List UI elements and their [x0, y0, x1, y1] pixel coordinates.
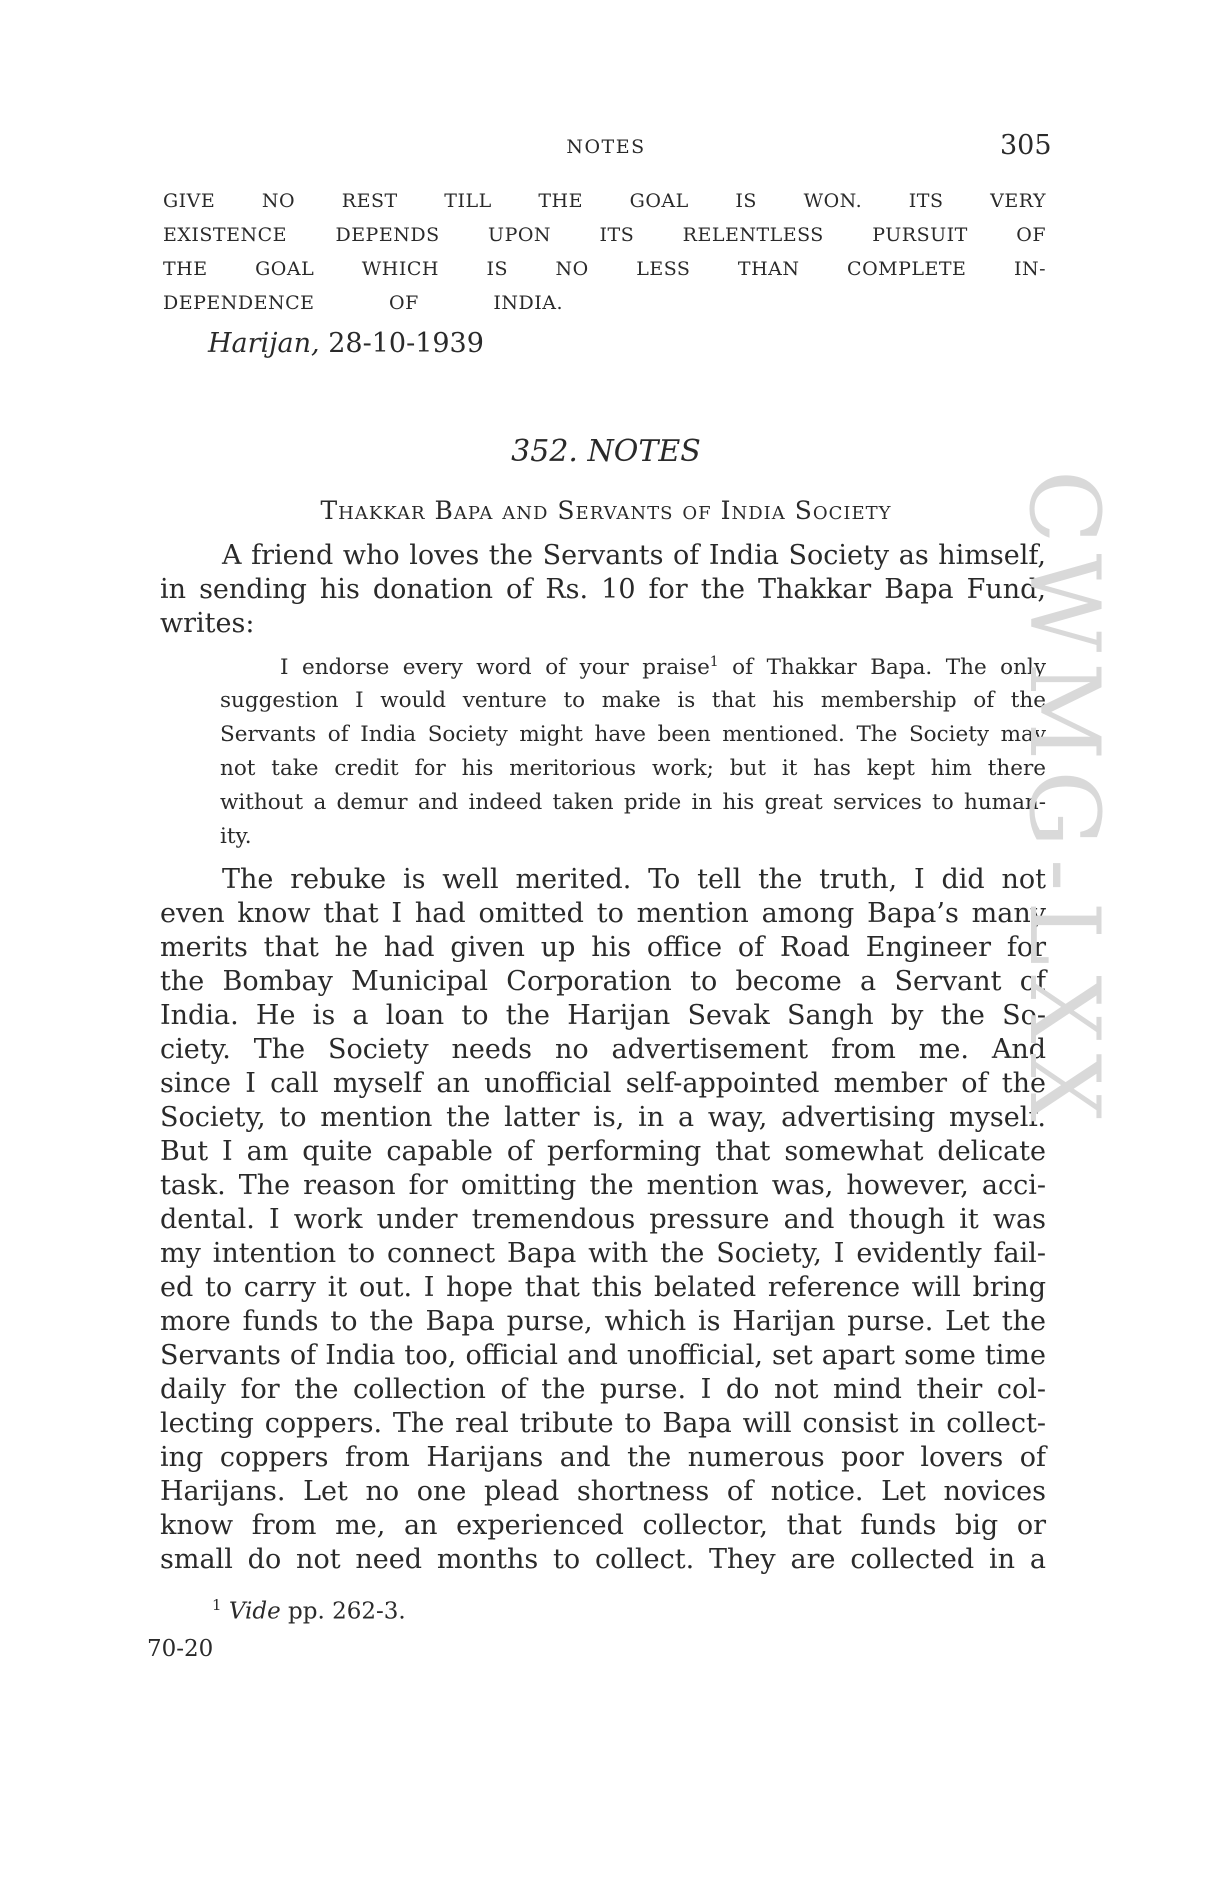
intro-caps-line: THE GOAL WHICH IS NO LESS THAN COMPLETE IN- [163, 258, 1046, 280]
paragraph-line: small do not need months to collect. They are collected in a [160, 1544, 1046, 1575]
intro-caps-line: GIVE NO REST TILL THE GOAL IS WON. ITS VERY [163, 190, 1046, 212]
quote-line: suggestion I would venture to make is that his membership of the [220, 688, 1046, 713]
source-publication: Harijan, [208, 328, 320, 359]
quote-line: ity. [220, 824, 252, 849]
paragraph-line: ciety. The Society needs no advertisement from me. And [160, 1034, 1046, 1065]
volume-reference: 70-20 [147, 1636, 214, 1662]
paragraph-line: know from me, an experienced collector, that funds big or [160, 1510, 1046, 1541]
watermark: CWMG-LXX [1008, 470, 1120, 1132]
footnote-text: pp. 262-3. [280, 1598, 406, 1625]
page-number: 305 [1000, 130, 1052, 161]
quote-line: not take credit for his meritorious work; but it has kept him there [220, 756, 1046, 781]
paragraph-line: ed to carry it out. I hope that this belated reference will bring [160, 1272, 1046, 1303]
quote-text: I endorse every word of your praise [280, 655, 710, 681]
quote-line [280, 654, 1046, 680]
paragraph-line: Harijans. Let no one plead shortness of notice. Let novices [160, 1476, 1046, 1507]
paragraph-line: India. He is a loan to the Harijan Sevak Sangh by the So- [160, 1000, 1046, 1031]
item-subheading: Thakkar Bapa and Servants of India Society [320, 496, 892, 525]
footnote [212, 1596, 406, 1625]
paragraph-line: The rebuke is well merited. To tell the truth, I did not [222, 864, 1046, 895]
running-header: NOTES [566, 136, 646, 158]
paragraph-line: more funds to the Bapa purse, which is Harijan purse. Let the [160, 1306, 1046, 1337]
paragraph-line: daily for the collection of the purse. I do not mind their col- [160, 1374, 1046, 1405]
intro-caps-line: DEPENDENCE OF INDIA. [163, 292, 563, 314]
quote-line: Servants of India Society might have been mentioned. The Society may [220, 722, 1046, 747]
source-date: 28-10-1939 [328, 328, 484, 359]
footnote-label: Vide [228, 1598, 281, 1625]
paragraph-line: Society, to mention the latter is, in a way, advertising myself. [160, 1102, 1046, 1133]
paragraph-line: dental. I work under tremendous pressure and though it was [160, 1204, 1046, 1235]
intro-caps-line: EXISTENCE DEPENDS UPON ITS RELENTLESS PURSUIT OF [163, 224, 1046, 246]
quote-text: of Thakkar Bapa. The only [718, 655, 1046, 681]
paragraph-line: in sending his donation of Rs. 10 for the Thakkar Bapa Fund, [160, 574, 1046, 605]
quote-line: without a demur and indeed taken pride in his great services to human- [220, 790, 1046, 815]
paragraph-line: since I call myself an unofficial self-appointed member of the [160, 1068, 1046, 1099]
paragraph-line: task. The reason for omitting the mention was, however, acci- [160, 1170, 1046, 1201]
paragraph-line: Servants of India too, official and unofficial, set apart some time [160, 1340, 1046, 1371]
source-citation [208, 328, 484, 359]
paragraph-line: my intention to connect Bapa with the Society, I evidently fail- [160, 1238, 1046, 1269]
paragraph-line: even know that I had omitted to mention among Bapa’s many [160, 898, 1046, 929]
paragraph-line: But I am quite capable of performing that somewhat delicate [160, 1136, 1046, 1167]
paragraph-line: ing coppers from Harijans and the numerous poor lovers of [160, 1442, 1046, 1473]
paragraph-line: merits that he had given up his office of Road Engineer for [160, 932, 1046, 963]
paragraph-line: A friend who loves the Servants of India Society as himself, [222, 540, 1046, 571]
item-heading: 352. NOTES [511, 434, 701, 469]
paragraph-line: the Bombay Municipal Corporation to become a Servant of [160, 966, 1046, 997]
footnote-marker: 1 [709, 654, 719, 670]
paragraph-line: lecting coppers. The real tribute to Bapa will consist in collect- [160, 1408, 1046, 1439]
footnote-number: 1 [212, 1596, 222, 1614]
paragraph-line: writes: [160, 608, 255, 639]
